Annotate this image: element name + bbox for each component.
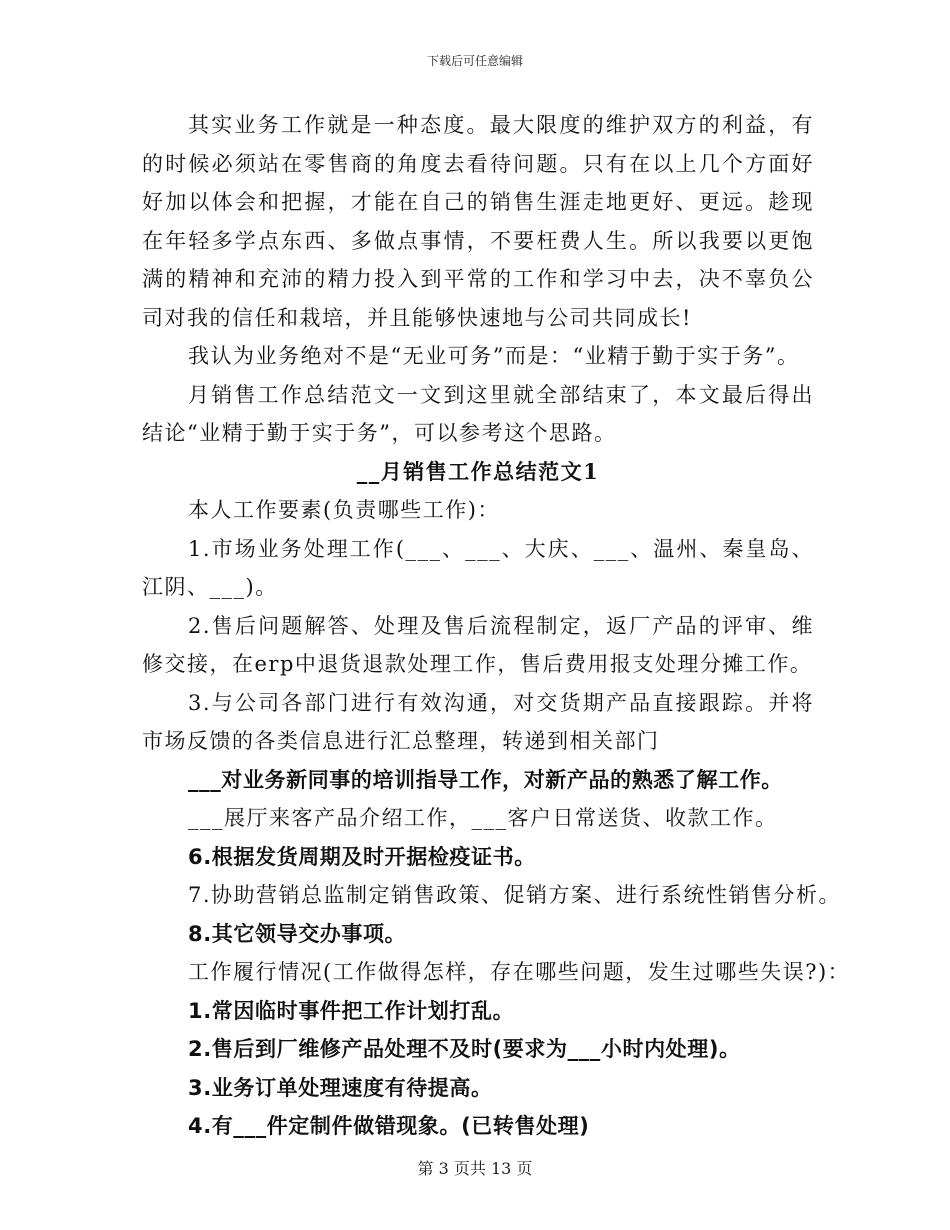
- list-item-3: 3.与公司各部门进行有效沟通，对交货期产品直接跟踪。并将市场反馈的各类信息进行汇总整理，转递到相关部门: [142, 690, 814, 753]
- paragraph-attitude: 其实业务工作就是一种态度。最大限度的维护双方的利益，有的时候必须站在零售商的角度去看待问题。只有在以上几个方面好好加以体会和把握，才能在自己的销售生涯走地更好、更远。趁现在年轻多学点东西、多做点事情，不要枉费人生。所以我要以更饱满的精神和充沛的精力投入到平常的工作和学习中去，决不辜负公司对我的信任和栽培，并且能够快速地与公司共同成长!: [142, 113, 814, 330]
- paragraph-business-view: 我认为业务绝对不是“无业可务”而是：“业精于勤于实于务”。: [188, 344, 800, 368]
- list-item-6: 6.根据发货周期及时开据检疫证书。: [188, 844, 536, 869]
- list-item-2: 2.售后问题解答、处理及售后流程制定，返厂产品的评审、维修交接，在erp中退货退款处理工作，售后费用报支处理分摊工作。: [142, 613, 814, 676]
- document-body: [142, 106, 851, 1146]
- page-header: 下载后可任意编辑: [426, 54, 523, 68]
- list-item-5: ___展厅来客产品介绍工作，___客户日常送货、收款工作。: [188, 806, 778, 830]
- paragraph-performance: 工作履行情况(工作做得怎样，存在哪些问题，发生过哪些失误?)：: [188, 960, 851, 984]
- paragraph-work-elements: 本人工作要素(负责哪些工作)：: [188, 498, 500, 522]
- issue-item-1: 1.常因临时事件把工作计划打乱。: [188, 998, 515, 1023]
- issue-item-2: 2.售后到厂维修产品处理不及时(要求为___小时内处理)。: [188, 1037, 741, 1061]
- issue-item-4: 4.有___件定制件做错现象。(已转售处理): [188, 1114, 590, 1138]
- paragraph-conclusion: 月销售工作总结范文一文到这里就全部结束了，本文最后得出结论“业精于勤于实于务”，可以参考这个思路。: [142, 382, 814, 445]
- list-item-8: 8.其它领导交办事项。: [188, 921, 407, 946]
- issue-item-3: 3.业务订单处理速度有待提高。: [188, 1075, 493, 1100]
- list-item-1: 1.市场业务处理工作(___、___、大庆、___、温州、秦皇岛、江阴、___)。: [142, 536, 814, 599]
- section-title: __月销售工作总结范文1: [356, 458, 600, 484]
- list-item-7: 7.协助营销总监制定销售政策、促销方案、进行系统性销售分析。: [188, 883, 842, 907]
- page-footer: 第 3 页共 13 页: [417, 1159, 533, 1178]
- list-item-4: ___对业务新同事的培训指导工作，对新产品的熟悉了解工作。: [188, 767, 783, 792]
